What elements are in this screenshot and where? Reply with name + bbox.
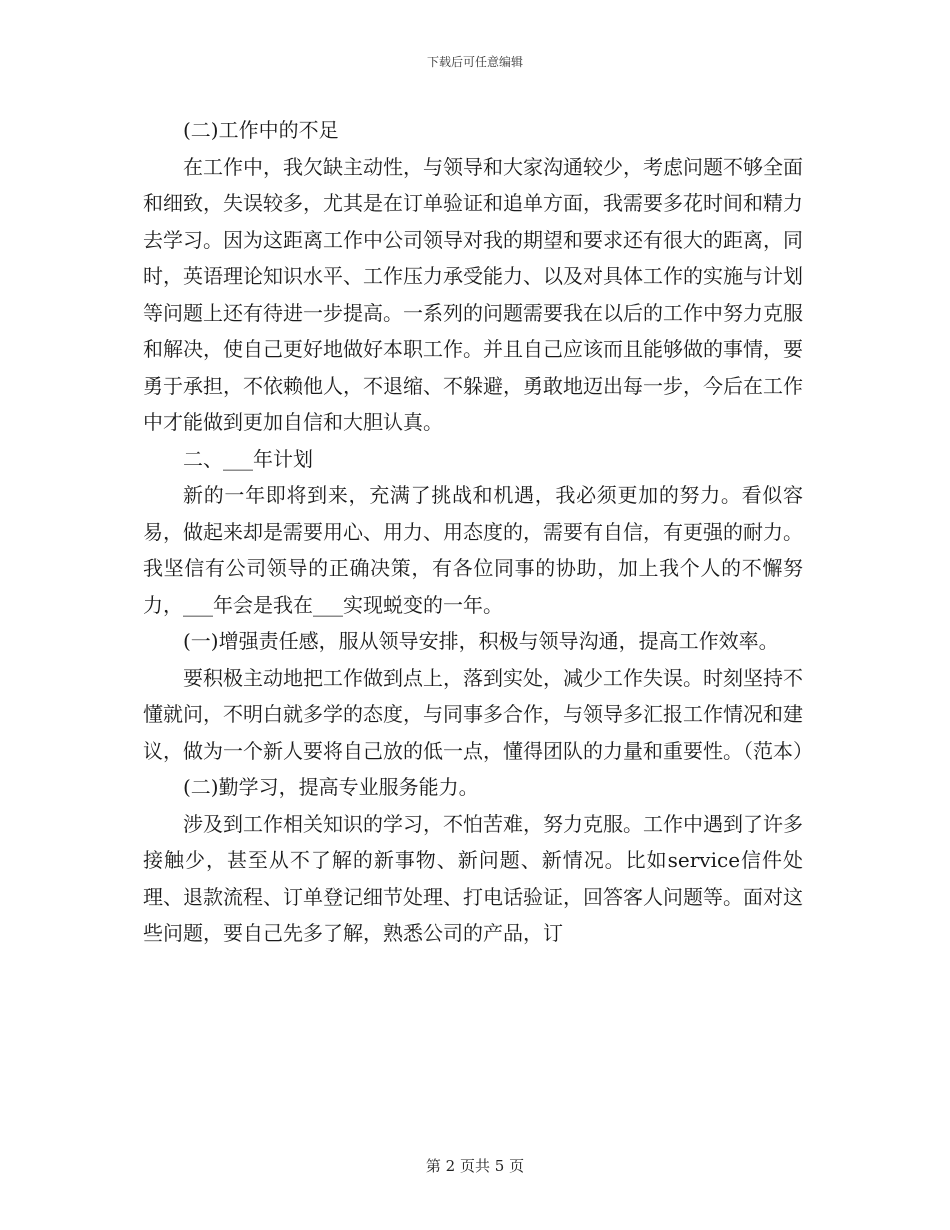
paragraph-responsibility: 要积极主动地把工作做到点上，落到实处，减少工作失误。时刻坚持不懂就问，不明白就多学的态度，与同事多合作，与领导多汇报工作情况和建议，做为一个新人要将自己放的低一点，懂得团队的力量和重要性。（范本） [143, 665, 813, 763]
paragraph-study: 涉及到工作相关知识的学习，不怕苦难，努力克服。工作中遇到了许多接触少，甚至从不了解的新事物、新问题、新情况。比如service信件处理、退款流程、订单登记细节处理、打电话验证，回答客人问题等。面对这些问题，要自己先多了解，熟悉公司的产品，订 [143, 811, 803, 945]
section-heading-shortcomings: (二)工作中的不足 [183, 118, 339, 142]
paragraph-plan-intro: 新的一年即将到来，充满了挑战和机遇，我必须更加的努力。看似容易，做起来却是需要用心、用力、用态度的，需要有自信，有更强的耐力。我坚信有公司领导的正确决策，有各位同事的协助，加上我个人的不懈努力，___年会是我在___实现蜕变的一年。 [143, 483, 803, 617]
page-header: 下载后可任意编辑 [426, 55, 523, 69]
subheading-study: (二)勤学习，提高专业服务能力。 [183, 775, 479, 799]
document-body [143, 112, 813, 952]
paragraph-shortcomings: 在工作中，我欠缺主动性，与领导和大家沟通较少，考虑问题不够全面和细致，失误较多，尤其是在订单验证和追单方面，我需要多花时间和精力去学习。因为这距离工作中公司领导对我的期望和要求还有很大的距离，同时，英语理论知识水平、工作压力承受能力、以及对具体工作的实施与计划等问题上还有待进一步提高。一系列的问题需要我在以后的工作中努力克服和解决，使自己更好地做好本职工作。并且自己应该而且能够做的事情，要勇于承担，不依赖他人，不退缩、不躲避，勇敢地迈出每一步，今后在工作中才能做到更加自信和大胆认真。 [143, 154, 803, 434]
section-heading-plan: 二、___年计划 [183, 446, 313, 471]
page-footer: 第 2 页共 5 页 [425, 1157, 525, 1175]
subheading-responsibility: (一)增强责任感，服从领导安排，积极与领导沟通，提高工作效率。 [183, 629, 779, 653]
